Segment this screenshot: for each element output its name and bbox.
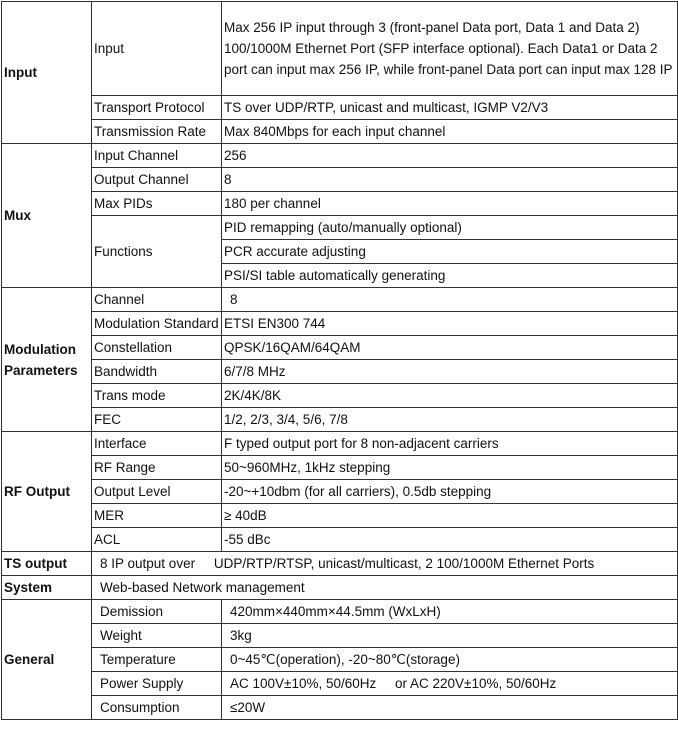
row-value: Max 256 IP input through 3 (front-panel Data port, Data 1 and Data 2) 100/1000M Ethernet Port (SFP interface optional). Each Data1 or Data 2 port can input max 256 IP, while front-panel Data port can input max 128 IP <box>222 2 678 96</box>
row-label: Demission <box>92 600 222 624</box>
row-label: Bandwidth <box>92 360 222 384</box>
row-label: ACL <box>92 528 222 552</box>
row-value: PCR accurate adjusting <box>222 240 678 264</box>
row-value: 180 per channel <box>222 192 678 216</box>
row-label: Channel <box>92 288 222 312</box>
row-value: AC 100V±10%, 50/60Hz or AC 220V±10%, 50/60Hz <box>222 672 678 696</box>
row-value: 3kg <box>222 624 678 648</box>
row-value: 0~45℃(operation), -20~80℃(storage) <box>222 648 678 672</box>
row-label: Functions <box>92 216 222 288</box>
table-row <box>2 504 678 528</box>
row-value: TS over UDP/RTP, unicast and multicast, IGMP V2/V3 <box>222 96 678 120</box>
table-row <box>2 336 678 360</box>
row-label: Temperature <box>92 648 222 672</box>
row-label: Consumption <box>92 696 222 720</box>
table-row <box>2 624 678 648</box>
row-value: 50~960MHz, 1kHz stepping <box>222 456 678 480</box>
table-row <box>2 192 678 216</box>
category-rf-output: RF Output <box>2 432 92 552</box>
row-value: Max 840Mbps for each input channel <box>222 120 678 144</box>
row-value: Web-based Network management <box>92 576 678 600</box>
category-ts-output: TS output <box>2 552 92 576</box>
table-row <box>2 312 678 336</box>
row-value: 256 <box>222 144 678 168</box>
table-row <box>2 216 678 240</box>
table-row <box>2 288 678 312</box>
row-label: Weight <box>92 624 222 648</box>
row-value: F typed output port for 8 non-adjacent carriers <box>222 432 678 456</box>
row-label: Output Level <box>92 480 222 504</box>
table-row <box>2 168 678 192</box>
table-row <box>2 576 678 600</box>
row-value: -20~+10dbm (for all carriers), 0.5db stepping <box>222 480 678 504</box>
row-label: Transmission Rate <box>92 120 222 144</box>
row-label: Interface <box>92 432 222 456</box>
table-row <box>2 408 678 432</box>
row-value: ≤20W <box>222 696 678 720</box>
category-input: Input <box>2 2 92 144</box>
row-label: Constellation <box>92 336 222 360</box>
row-label: Input <box>92 2 222 96</box>
category-modulation: Modulation Parameters <box>2 288 92 432</box>
row-value: ≥ 40dB <box>222 504 678 528</box>
row-value: 420mm×440mm×44.5mm (WxLxH) <box>222 600 678 624</box>
table-row <box>2 600 678 624</box>
row-value: QPSK/16QAM/64QAM <box>222 336 678 360</box>
table-row <box>2 384 678 408</box>
table-row <box>2 528 678 552</box>
row-value: PID remapping (auto/manually optional) <box>222 216 678 240</box>
row-label: Max PIDs <box>92 192 222 216</box>
row-value: 8 IP output over UDP/RTP/RTSP, unicast/multicast, 2 100/1000M Ethernet Ports <box>92 552 678 576</box>
row-value: PSI/SI table automatically generating <box>222 264 678 288</box>
table-row <box>2 696 678 720</box>
table-row <box>2 480 678 504</box>
table-row <box>2 648 678 672</box>
row-label: Output Channel <box>92 168 222 192</box>
row-label: MER <box>92 504 222 528</box>
table-row <box>2 672 678 696</box>
category-system: System <box>2 576 92 600</box>
row-value: 8 <box>222 288 678 312</box>
category-general: General <box>2 600 92 720</box>
row-value: 6/7/8 MHz <box>222 360 678 384</box>
row-value: ETSI EN300 744 <box>222 312 678 336</box>
row-label: Transport Protocol <box>92 96 222 120</box>
table-row <box>2 2 678 96</box>
table-row <box>2 360 678 384</box>
row-label: Trans mode <box>92 384 222 408</box>
row-value: 2K/4K/8K <box>222 384 678 408</box>
spec-table <box>1 1 678 720</box>
table-row <box>2 432 678 456</box>
row-value: 1/2, 2/3, 3/4, 5/6, 7/8 <box>222 408 678 432</box>
table-row <box>2 456 678 480</box>
table-row <box>2 552 678 576</box>
table-row <box>2 144 678 168</box>
row-label: FEC <box>92 408 222 432</box>
row-value: 8 <box>222 168 678 192</box>
category-mux: Mux <box>2 144 92 288</box>
row-value: -55 dBc <box>222 528 678 552</box>
table-row <box>2 120 678 144</box>
row-label: Power Supply <box>92 672 222 696</box>
row-label: Modulation Standard <box>92 312 222 336</box>
row-label: RF Range <box>92 456 222 480</box>
row-label: Input Channel <box>92 144 222 168</box>
table-row <box>2 96 678 120</box>
